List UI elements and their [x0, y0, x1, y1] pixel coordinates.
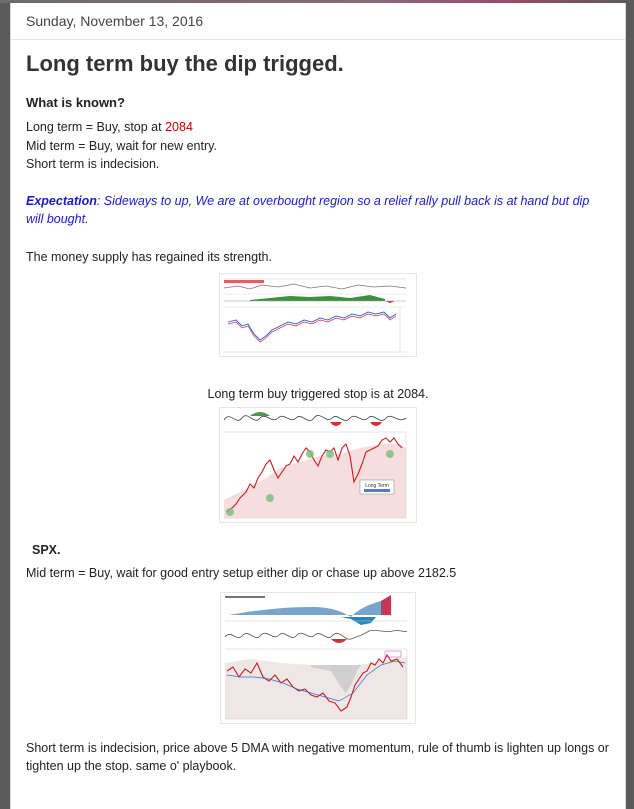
blog-post-card [10, 3, 626, 809]
post-title[interactable]: Long term buy the dip trigged. [26, 51, 344, 76]
short-term-line: Short term is indecision. [26, 157, 160, 171]
money-supply-chart-wrap [26, 273, 610, 357]
long-term-caption: Long term buy triggered stop is at 2084. [207, 387, 429, 401]
long-term-chart-wrap [26, 407, 610, 523]
expectation-text: : Sideways to up, We are at overbought region so a relief rally pull back is at hand but dip will bought. [26, 193, 590, 226]
spx-chart[interactable] [220, 592, 416, 724]
post-body [11, 49, 625, 776]
money-supply-text: The money supply has regained its strength. [26, 249, 272, 264]
long-term-line [26, 118, 610, 137]
expectation-label: Expectation [26, 193, 97, 208]
post-date: Sunday, November 13, 2016 [11, 3, 625, 40]
short-term-detail: Short term is indecision, price above 5 DMA with negative momentum, rule of thumb is lighten up longs or tighten up the stop. same o' playbook. [26, 740, 609, 773]
chart2-box-title: Long Term [365, 483, 389, 489]
expectation-paragraph [26, 192, 610, 229]
known-heading: What is known? [26, 95, 125, 110]
long-term-chart[interactable] [219, 407, 417, 523]
money-supply-chart[interactable] [219, 273, 417, 357]
stop-value: 2084 [165, 120, 193, 134]
spx-chart-wrap [26, 592, 610, 724]
spx-heading: SPX. [32, 543, 61, 557]
mid-term-line: Mid term = Buy, wait for new entry. [26, 138, 217, 153]
mid-term-detail: Mid term = Buy, wait for good entry setup either dip or chase up above 2182.5 [26, 566, 457, 580]
long-term-text: Long term = Buy, stop at [26, 120, 166, 134]
